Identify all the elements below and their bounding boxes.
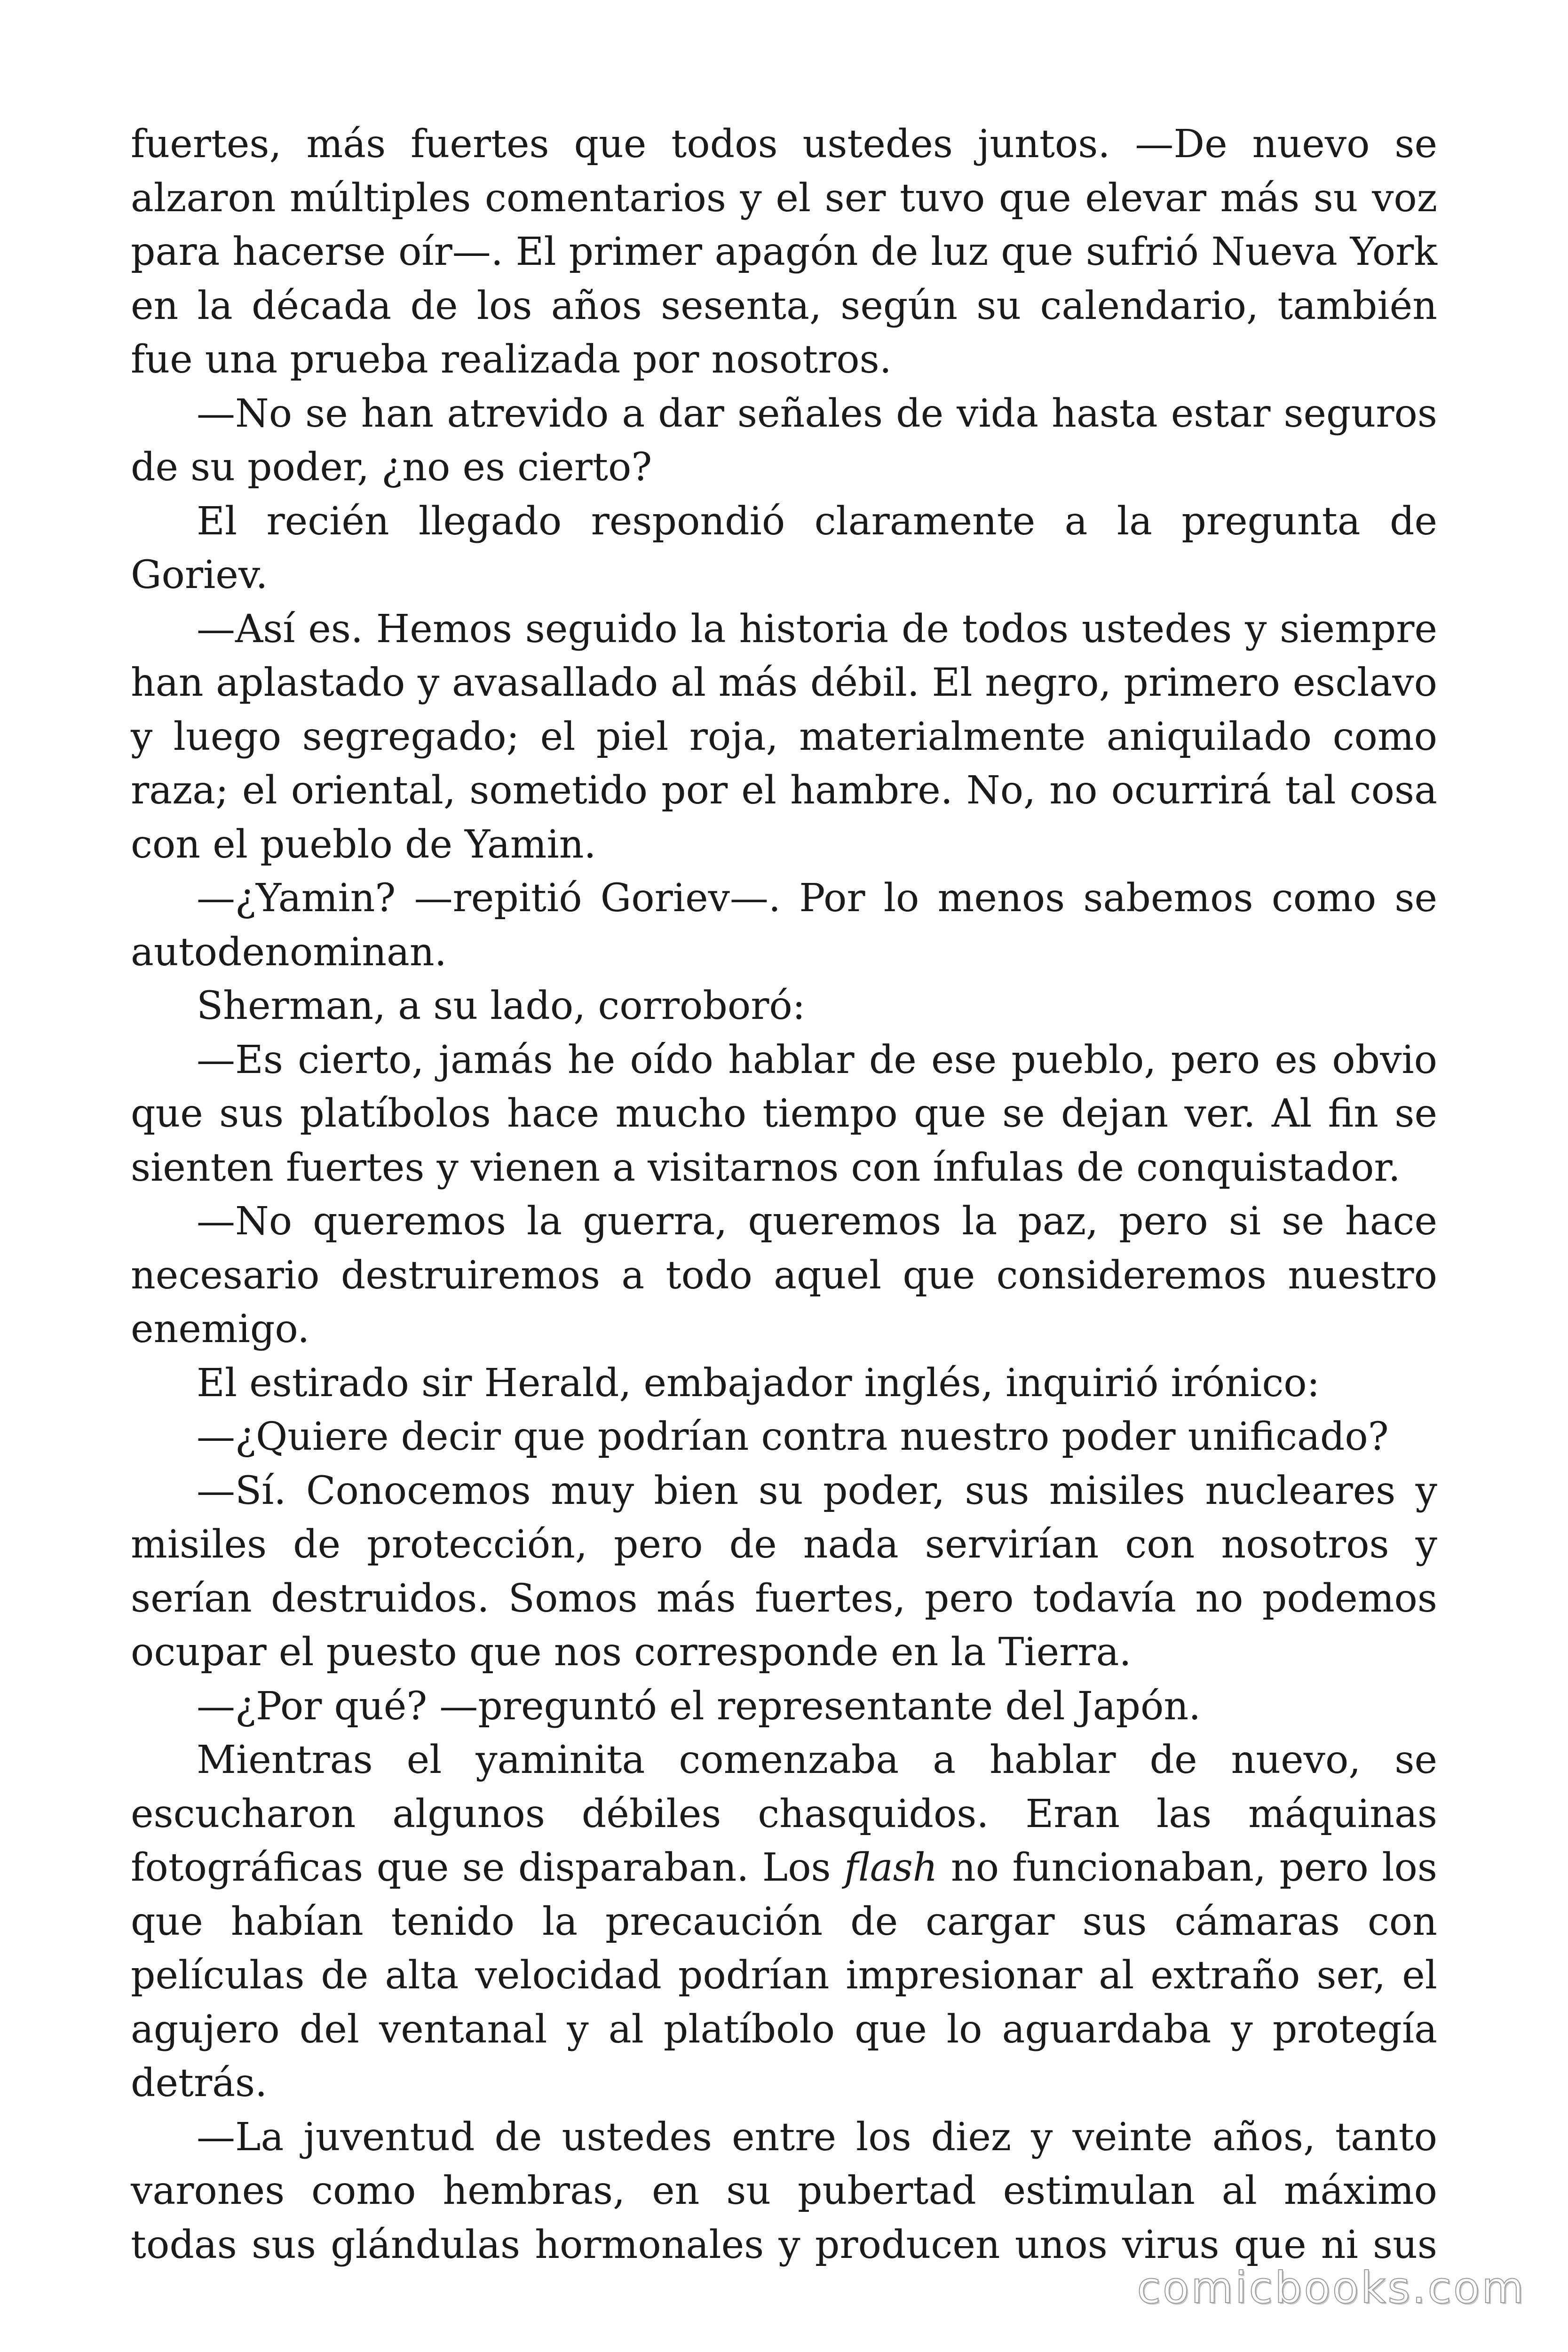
paragraph-text: —¿Quiere decir que podrían contra nuestro poder unificado? [197, 1414, 1389, 1459]
paragraph [131, 1464, 1437, 1680]
paragraph [131, 387, 1437, 495]
paragraph [131, 1410, 1437, 1464]
paragraph-text: —Sí. Conocemos muy bien su poder, sus misiles nucleares y misiles de protección, pero de nada servirían con nosotros y serían destruidos. Somos más fuertes, pero todavía no podemos ocupar el puesto que nos corresponde en la Tierra. [131, 1468, 1437, 1675]
paragraph-text: —Así es. Hemos seguido la historia de todos ustedes y siempre han aplastado y avasallado al más débil. El negro, primero esclavo y luego segregado; el piel roja, materialmente aniquilado como raza; el oriental, sometido por el hambre. No, no ocurrirá tal cosa con el pueblo de Yamin. [131, 606, 1437, 867]
paragraph [131, 1195, 1437, 1357]
paragraph [131, 2111, 1437, 2273]
paragraph-text: Mientras el yaminita comenzaba a hablar de nuevo, se escucharon algunos débiles chasquidos. Eran las máquinas fotográficas que se disparaban. Los [131, 1738, 1437, 1890]
paragraph [131, 603, 1437, 872]
paragraph [131, 1033, 1437, 1195]
paragraph-text: no funcionaban, pero los que habían tenido la precaución de cargar sus cámaras con películas de alta velocidad podrían impresionar al extraño ser, el agujero del ventanal y al platíbolo que lo aguardaba y protegía detrás. [131, 1845, 1437, 2106]
italic-text: flash [844, 1845, 938, 1890]
paragraph-text: —La juventud de ustedes entre los diez y veinte años, tanto varones como hembras, en su pubertad estimulan al máximo todas sus glándulas hormonales y producen unos virus que ni sus [131, 2114, 1437, 2267]
paragraph-text: —No se han atrevido a dar señales de vida hasta estar seguros de su poder, ¿no es cierto? [131, 391, 1437, 490]
paragraph-text: El estirado sir Herald, embajador inglés, inquirió irónico: [197, 1360, 1320, 1406]
paragraph-text: —No queremos la guerra, queremos la paz, pero si se hace necesario destruiremos a todo aquel que consideremos nuestro enemigo. [131, 1199, 1437, 1351]
paragraph-text: —¿Yamin? —repitió Goriev—. Por lo menos sabemos como se autodenominan. [131, 876, 1437, 975]
paragraph [131, 1733, 1437, 2111]
paragraph [131, 495, 1437, 603]
paragraph [131, 872, 1437, 979]
watermark-logo: comicbooks.com [1137, 2263, 1526, 2313]
page-body [131, 118, 1437, 2272]
paragraph [131, 979, 1437, 1033]
paragraph-text: —¿Por qué? —preguntó el representante del Japón. [197, 1684, 1201, 1729]
paragraph [131, 1680, 1437, 1734]
paragraph-text: El recién llegado respondió claramente a la pregunta de Goriev. [131, 499, 1437, 597]
paragraph [131, 118, 1437, 387]
paragraph [131, 1357, 1437, 1411]
paragraph-text: —Es cierto, jamás he oído hablar de ese pueblo, pero es obvio que sus platíbolos hace mucho tiempo que se dejan ver. Al fin se sienten fuertes y vienen a visitarnos con ínfulas de conquistador. [131, 1037, 1437, 1190]
paragraph-text: fuertes, más fuertes que todos ustedes juntos. —De nuevo se alzaron múltiples comentarios y el ser tuvo que elevar más su voz para hacerse oír—. El primer apagón de luz que sufrió Nueva York en la década de los años sesenta, según su calendario, también fue una prueba realizada por nosotros. [131, 122, 1437, 382]
paragraph-text: Sherman, a su lado, corroboró: [197, 984, 806, 1028]
